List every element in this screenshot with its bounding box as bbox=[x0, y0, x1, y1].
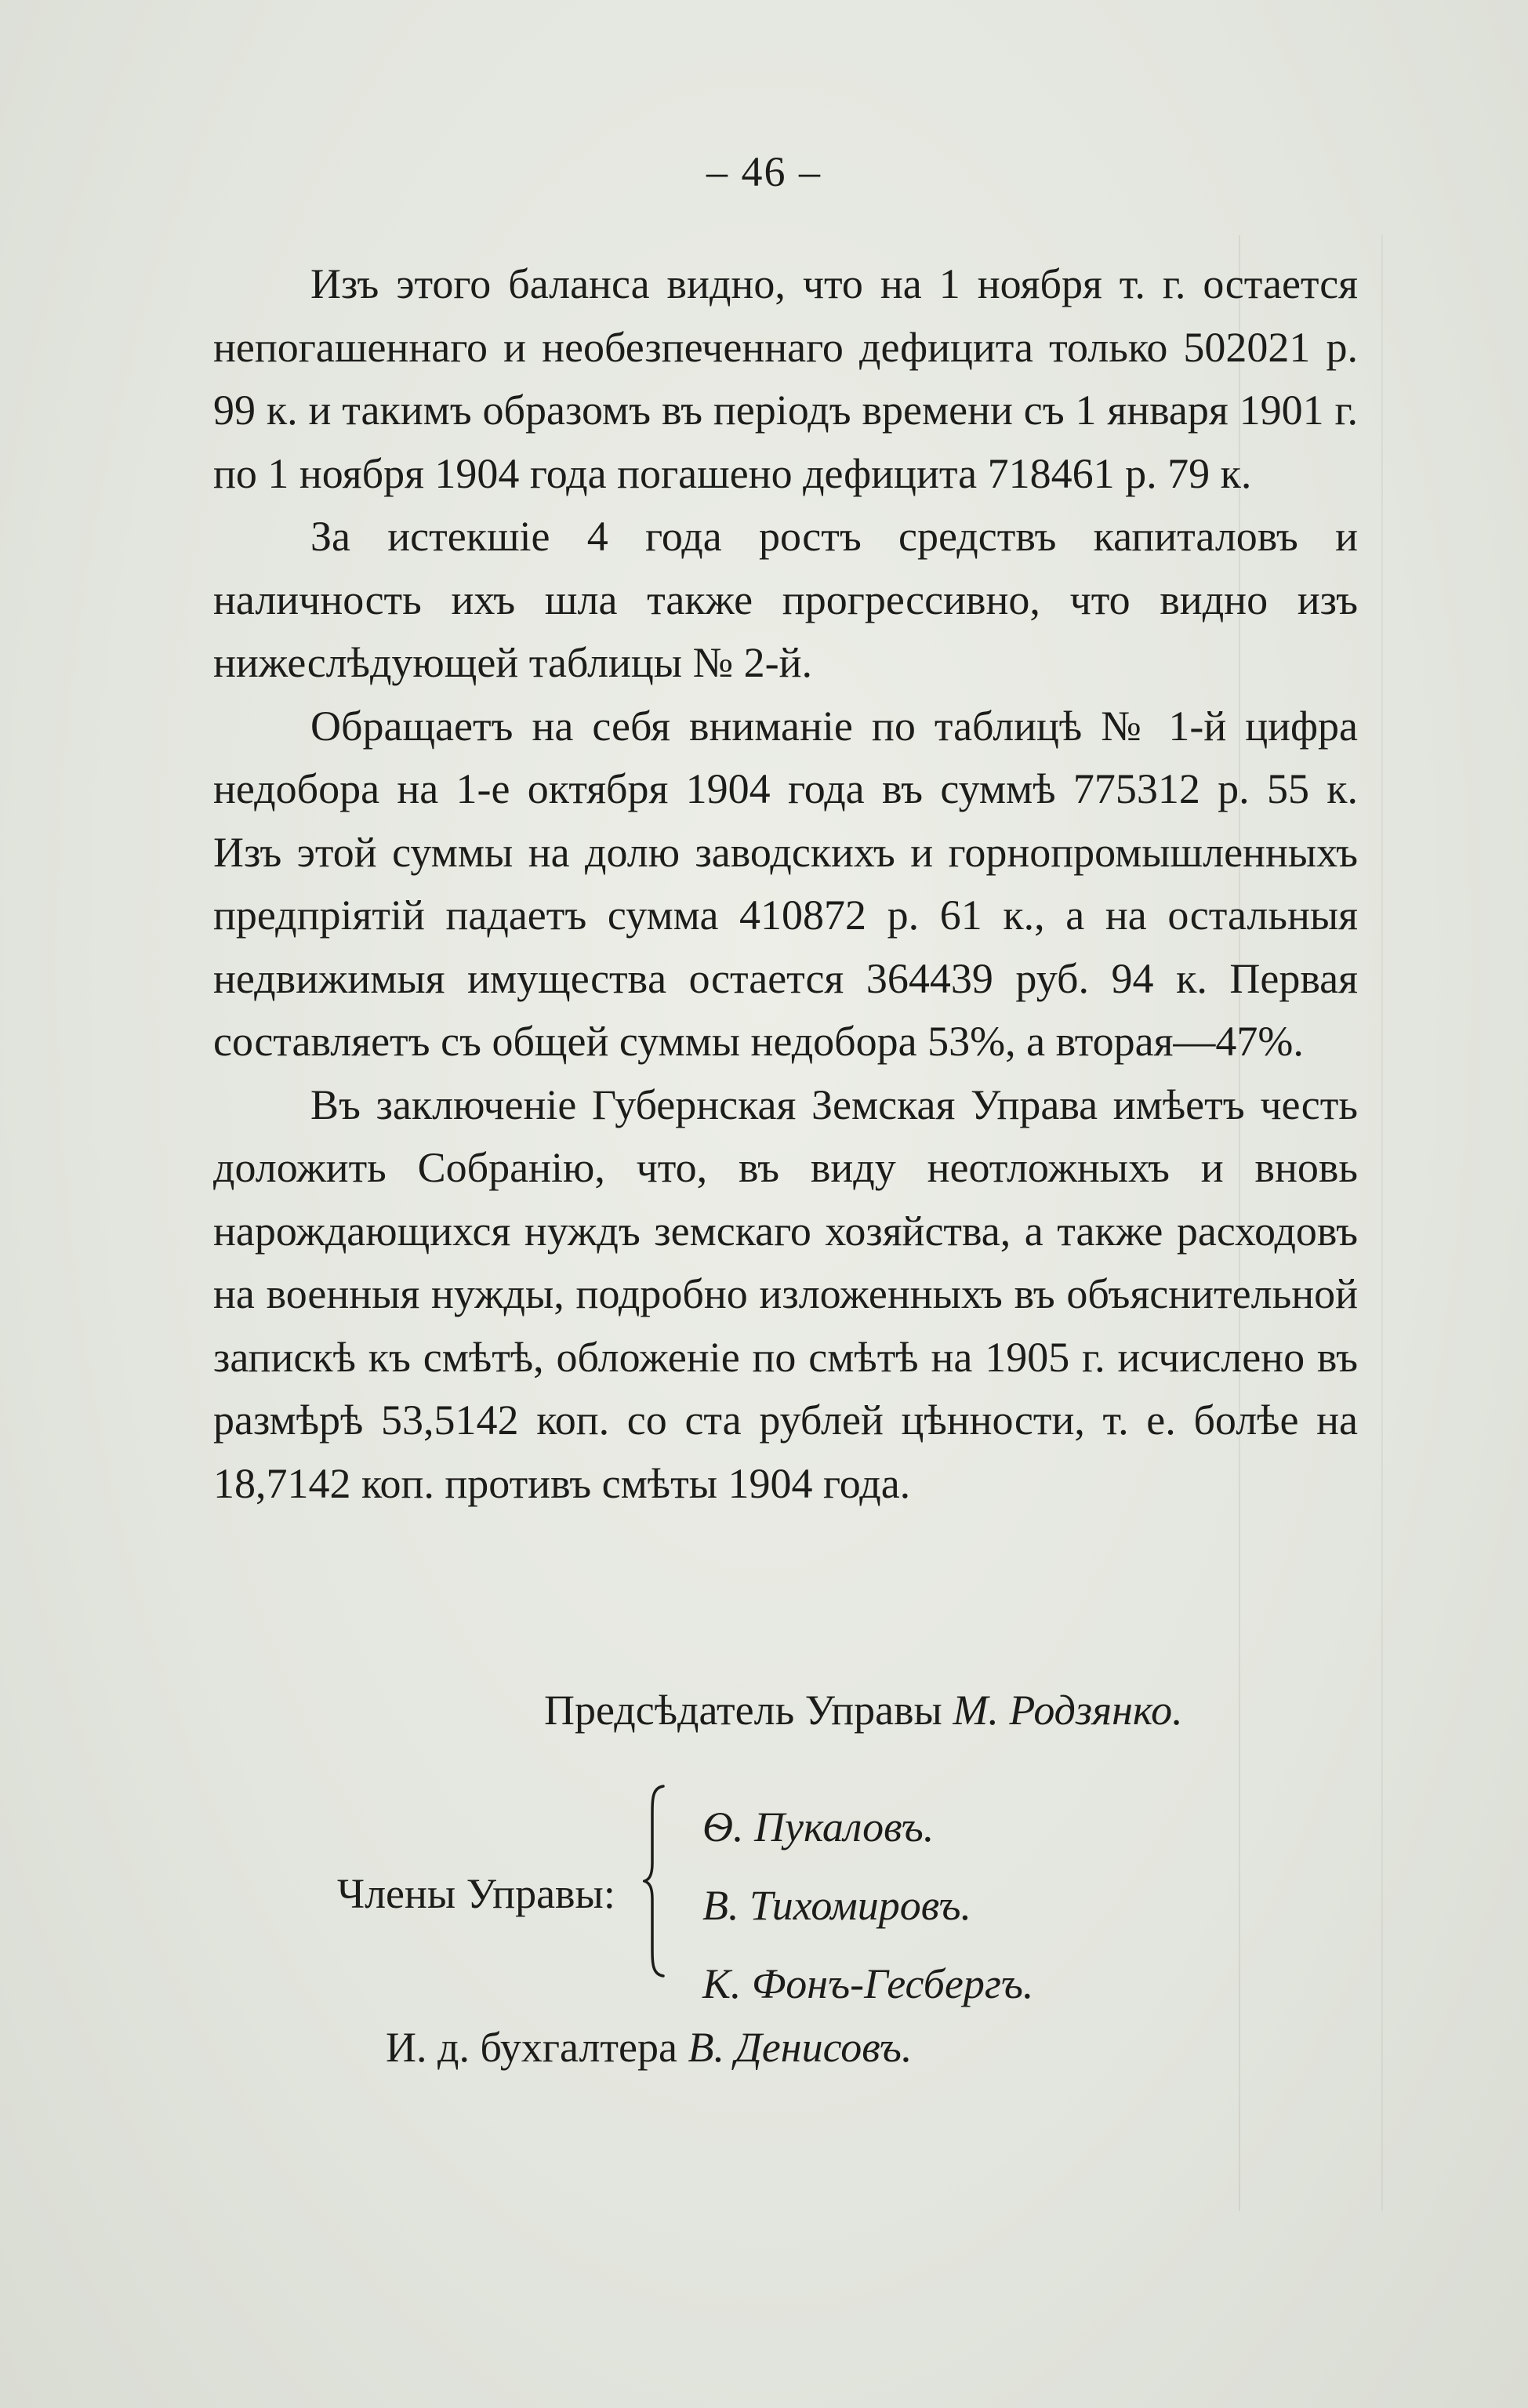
curly-brace bbox=[643, 1785, 666, 1978]
body-text bbox=[213, 252, 1358, 1515]
member-name: К. Фонъ-Гесбергъ. bbox=[702, 1960, 1034, 2007]
chairman-title: Предсѣдатель Управы bbox=[544, 1687, 942, 1734]
accountant-signature bbox=[386, 2023, 912, 2072]
member-name: Ѳ. Пукаловъ. bbox=[702, 1803, 935, 1850]
page-number: – 46 – bbox=[706, 148, 822, 195]
member-name: В. Тихомировъ. bbox=[702, 1882, 972, 1929]
paragraph-arrears: Обращаетъ на себя вниманіе по таблицѣ № 1-й цифра недобора на 1-е октября 1904 года въ суммѣ 775312 р. 55 к. Изъ этой суммы на долю заводскихъ и горнопромышленныхъ предпріятій падаетъ сумма 410872 р. 61 к., а на остальныя недвижимыя имуществa остается 364439 руб. 94 к. Первая составляетъ съ общей суммы недобора 53%, а вторая—47%. bbox=[213, 702, 1358, 1065]
chairman-signature bbox=[544, 1686, 1183, 1734]
chairman-name: М. Родзянко. bbox=[953, 1687, 1183, 1734]
accountant-title: И. д. бухгалтера bbox=[386, 2024, 677, 2071]
paragraph-conclusion: Въ заключеніе Губернская Земская Управа имѣетъ честь доложить Собранію, что, въ виду неотложныхъ и вновь нарождающихся нуждъ земскаго хозяйства, а также расходовъ на военныя нужды, подробно изложенныхъ въ объяснительной запискѣ къ смѣтѣ, обложеніе по смѣтѣ на 1905 г. исчислено въ размѣрѣ 53,5142 коп. со ста рублей цѣнности, т. е. болѣе на 18,7142 коп. противъ смѣты 1904 года. bbox=[213, 1081, 1358, 1507]
members-list bbox=[702, 1788, 1033, 2023]
accountant-name: В. Денисовъ. bbox=[688, 2024, 913, 2071]
paragraph-deficit: Изъ этого баланса видно, что на 1 ноября т. г. остается непогашеннаго и необезпеченнаго дефицита только 502021 р. 99 к. и такимъ образомъ въ періодъ времени съ 1 января 1901 г. по 1 ноября 1904 года погашено дефицита 718461 р. 79 к. bbox=[213, 260, 1358, 497]
members-label: Члены Управы: bbox=[337, 1870, 615, 1917]
paragraph-capital-growth: За истекшіе 4 года ростъ средствъ капиталовъ и наличность ихъ шла также прогрессивно, что видно изъ нижеслѣдующей таблицы № 2-й. bbox=[213, 513, 1358, 686]
